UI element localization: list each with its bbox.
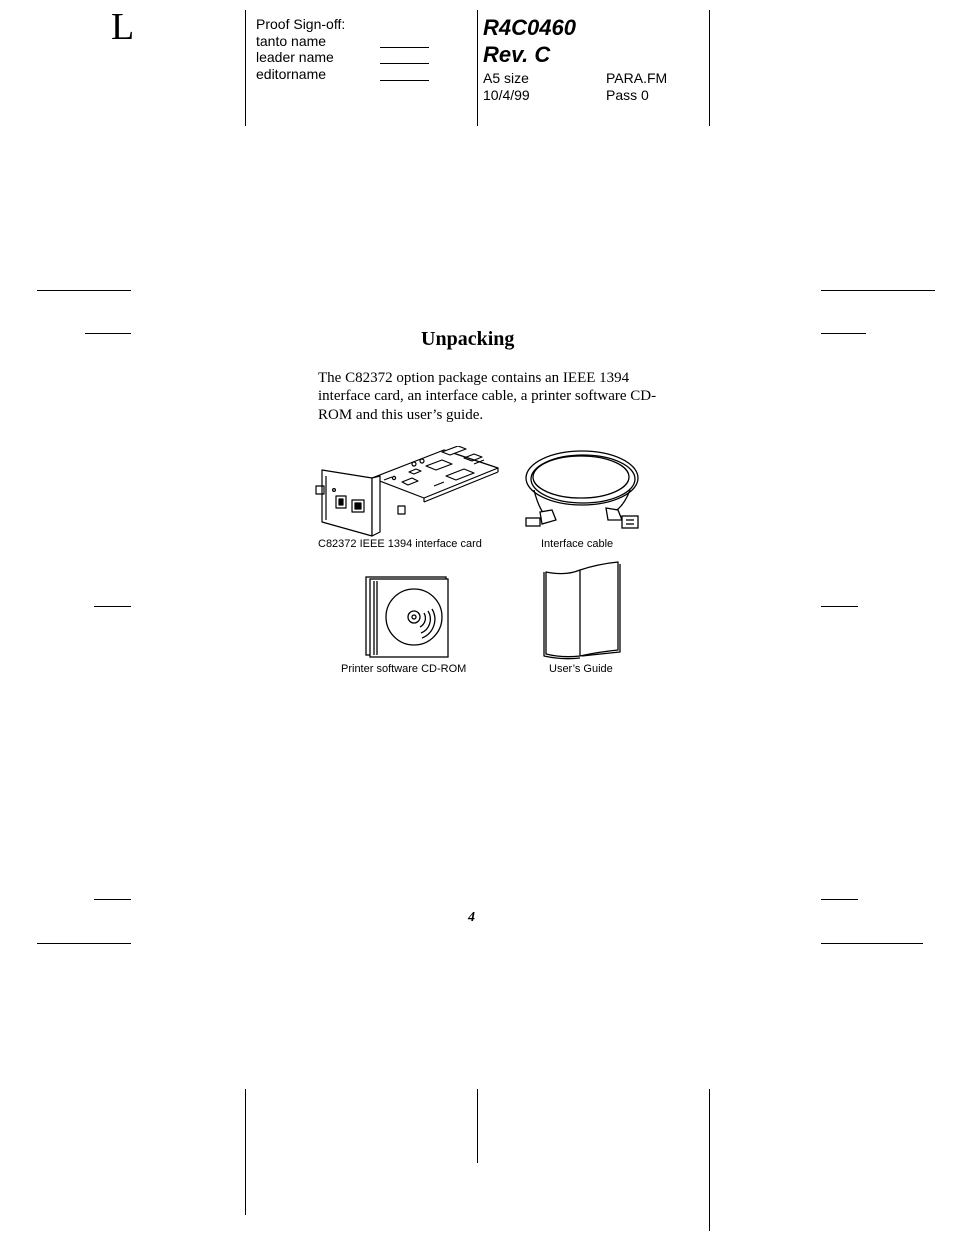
proof-signoff-row: tanto name [256,32,327,49]
item-caption: Interface cable [541,538,614,550]
crop-mark [94,899,131,900]
crop-mark [821,606,858,607]
document-code-line: R4C0460 [483,15,576,40]
document-code [483,14,576,68]
crop-mark [821,943,923,944]
cd-rom-icon [364,575,450,659]
proof-signoff [256,16,345,82]
proof-signoff-row: editorname [256,65,327,82]
file-name: PARA.FM [606,70,668,86]
page-size: A5 size [483,70,529,86]
crop-mark [821,333,866,334]
footer-rule [709,1089,710,1231]
crop-mark [85,333,131,334]
interface-card-icon [314,446,500,538]
crop-mark [37,943,131,944]
crop-mark [94,606,131,607]
signature-line [380,80,429,81]
crop-mark [821,899,858,900]
proof-signoff-row: leader name [256,49,334,65]
crop-mark [37,290,131,291]
crop-mark [821,290,935,291]
date: 10/4/99 [483,87,530,103]
item-caption: User’s Guide [549,663,613,675]
header-rule [709,10,710,126]
section-heading: Unpacking [421,328,515,350]
item-caption: C82372 IEEE 1394 interface card [318,538,482,550]
cable-icon [522,448,642,532]
header-rule [245,10,246,126]
intro-paragraph: The C82372 option package contains an IEEE 1394 interface card, an interface cable, a printer software CD-ROM and this user’s guide. [318,370,657,423]
footer-rule [477,1089,478,1163]
item-caption: Printer software CD-ROM [341,663,467,675]
header-rule [477,10,478,126]
footer-rule [245,1089,246,1215]
page-number: 4 [468,910,475,925]
revision-line: Rev. C [483,42,551,67]
signature-line [380,63,429,64]
book-icon [540,560,622,660]
corner-letter: L [111,6,135,48]
proof-signoff-title: Proof Sign-off: [256,16,346,32]
signature-line [380,47,429,48]
pass-number: Pass 0 [606,87,649,103]
